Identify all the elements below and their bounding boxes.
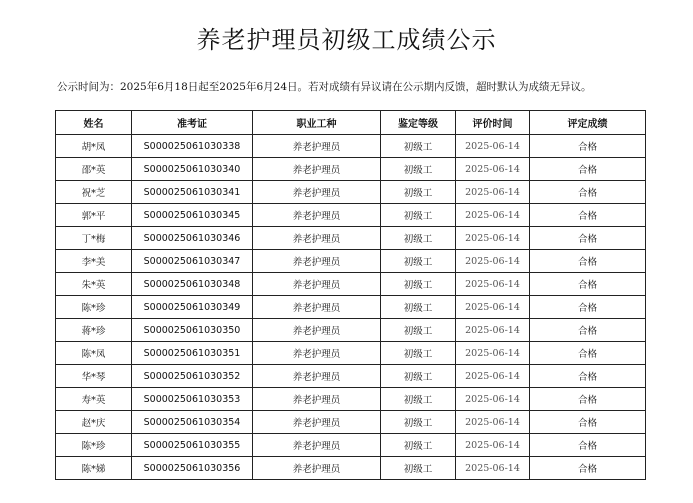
cell-exam-id: S000025061030346 <box>132 227 253 250</box>
cell-occupation: 养老护理员 <box>253 135 381 158</box>
cell-level: 初级工 <box>381 388 456 411</box>
cell-name: 赵*庆 <box>56 411 132 434</box>
cell-level: 初级工 <box>381 227 456 250</box>
cell-name: 邵*英 <box>56 158 132 181</box>
cell-date: 2025-06-14 <box>456 135 530 158</box>
cell-occupation: 养老护理员 <box>253 365 381 388</box>
cell-date: 2025-06-14 <box>456 227 530 250</box>
table-row <box>56 250 646 273</box>
table-row <box>56 434 646 457</box>
cell-result: 合格 <box>530 342 646 365</box>
cell-occupation: 养老护理员 <box>253 319 381 342</box>
cell-occupation: 养老护理员 <box>253 181 381 204</box>
cell-name: 寿*英 <box>56 388 132 411</box>
cell-date: 2025-06-14 <box>456 434 530 457</box>
cell-level: 初级工 <box>381 250 456 273</box>
cell-exam-id: S000025061030348 <box>132 273 253 296</box>
cell-date: 2025-06-14 <box>456 250 530 273</box>
cell-result: 合格 <box>530 411 646 434</box>
table-row <box>56 411 646 434</box>
cell-occupation: 养老护理员 <box>253 388 381 411</box>
cell-level: 初级工 <box>381 158 456 181</box>
table-header-row <box>56 111 646 135</box>
cell-exam-id: S000025061030355 <box>132 434 253 457</box>
cell-exam-id: S000025061030356 <box>132 457 253 480</box>
table-row <box>56 457 646 480</box>
cell-level: 初级工 <box>381 204 456 227</box>
table-row <box>56 296 646 319</box>
header-date: 评价时间 <box>456 111 530 135</box>
cell-exam-id: S000025061030353 <box>132 388 253 411</box>
cell-name: 陈*凤 <box>56 342 132 365</box>
table-row <box>56 273 646 296</box>
header-exam-id: 准考证 <box>132 111 253 135</box>
cell-exam-id: S000025061030352 <box>132 365 253 388</box>
header-name: 姓名 <box>56 111 132 135</box>
cell-date: 2025-06-14 <box>456 181 530 204</box>
cell-date: 2025-06-14 <box>456 204 530 227</box>
cell-level: 初级工 <box>381 181 456 204</box>
cell-exam-id: S000025061030350 <box>132 319 253 342</box>
cell-level: 初级工 <box>381 296 456 319</box>
cell-occupation: 养老护理员 <box>253 227 381 250</box>
cell-name: 陈*珍 <box>56 434 132 457</box>
cell-name: 郭*平 <box>56 204 132 227</box>
cell-date: 2025-06-14 <box>456 158 530 181</box>
table-row <box>56 365 646 388</box>
header-level: 鉴定等级 <box>381 111 456 135</box>
cell-result: 合格 <box>530 319 646 342</box>
cell-result: 合格 <box>530 273 646 296</box>
cell-name: 华*琴 <box>56 365 132 388</box>
cell-result: 合格 <box>530 158 646 181</box>
cell-result: 合格 <box>530 296 646 319</box>
cell-exam-id: S000025061030347 <box>132 250 253 273</box>
cell-name: 丁*梅 <box>56 227 132 250</box>
cell-exam-id: S000025061030345 <box>132 204 253 227</box>
cell-name: 朱*英 <box>56 273 132 296</box>
cell-result: 合格 <box>530 388 646 411</box>
cell-date: 2025-06-14 <box>456 388 530 411</box>
cell-date: 2025-06-14 <box>456 319 530 342</box>
cell-date: 2025-06-14 <box>456 411 530 434</box>
table-row <box>56 227 646 250</box>
cell-result: 合格 <box>530 227 646 250</box>
cell-level: 初级工 <box>381 434 456 457</box>
table-row <box>56 388 646 411</box>
cell-occupation: 养老护理员 <box>253 273 381 296</box>
notice-text: 公示时间为：2025年6月18日起至2025年6月24日。若对成绩有异议请在公示期内反馈，超时默认为成绩无异议。 <box>57 81 592 93</box>
cell-occupation: 养老护理员 <box>253 296 381 319</box>
table-row <box>56 319 646 342</box>
cell-exam-id: S000025061030338 <box>132 135 253 158</box>
cell-date: 2025-06-14 <box>456 365 530 388</box>
cell-name: 祝*芝 <box>56 181 132 204</box>
table-body <box>56 135 646 480</box>
cell-level: 初级工 <box>381 342 456 365</box>
cell-occupation: 养老护理员 <box>253 434 381 457</box>
cell-exam-id: S000025061030340 <box>132 158 253 181</box>
table-row <box>56 342 646 365</box>
cell-name: 陈*娣 <box>56 457 132 480</box>
cell-occupation: 养老护理员 <box>253 457 381 480</box>
page-title: 养老护理员初级工成绩公示 <box>196 26 497 54</box>
cell-occupation: 养老护理员 <box>253 158 381 181</box>
cell-name: 陈*珍 <box>56 296 132 319</box>
cell-result: 合格 <box>530 204 646 227</box>
header-result: 评定成绩 <box>530 111 646 135</box>
cell-level: 初级工 <box>381 135 456 158</box>
cell-exam-id: S000025061030354 <box>132 411 253 434</box>
results-table <box>55 110 646 480</box>
cell-occupation: 养老护理员 <box>253 411 381 434</box>
cell-result: 合格 <box>530 434 646 457</box>
cell-name: 李*美 <box>56 250 132 273</box>
cell-occupation: 养老护理员 <box>253 204 381 227</box>
cell-result: 合格 <box>530 457 646 480</box>
cell-name: 蒋*珍 <box>56 319 132 342</box>
cell-result: 合格 <box>530 250 646 273</box>
header-occupation: 职业工种 <box>253 111 381 135</box>
cell-exam-id: S000025061030341 <box>132 181 253 204</box>
table-row <box>56 158 646 181</box>
cell-level: 初级工 <box>381 411 456 434</box>
cell-result: 合格 <box>530 365 646 388</box>
table-row <box>56 135 646 158</box>
cell-name: 胡*凤 <box>56 135 132 158</box>
cell-level: 初级工 <box>381 457 456 480</box>
cell-level: 初级工 <box>381 365 456 388</box>
table-row <box>56 204 646 227</box>
cell-occupation: 养老护理员 <box>253 342 381 365</box>
cell-date: 2025-06-14 <box>456 457 530 480</box>
cell-exam-id: S000025061030349 <box>132 296 253 319</box>
cell-exam-id: S000025061030351 <box>132 342 253 365</box>
cell-date: 2025-06-14 <box>456 273 530 296</box>
cell-date: 2025-06-14 <box>456 296 530 319</box>
cell-date: 2025-06-14 <box>456 342 530 365</box>
table-row <box>56 181 646 204</box>
cell-result: 合格 <box>530 181 646 204</box>
cell-level: 初级工 <box>381 273 456 296</box>
cell-level: 初级工 <box>381 319 456 342</box>
cell-result: 合格 <box>530 135 646 158</box>
cell-occupation: 养老护理员 <box>253 250 381 273</box>
